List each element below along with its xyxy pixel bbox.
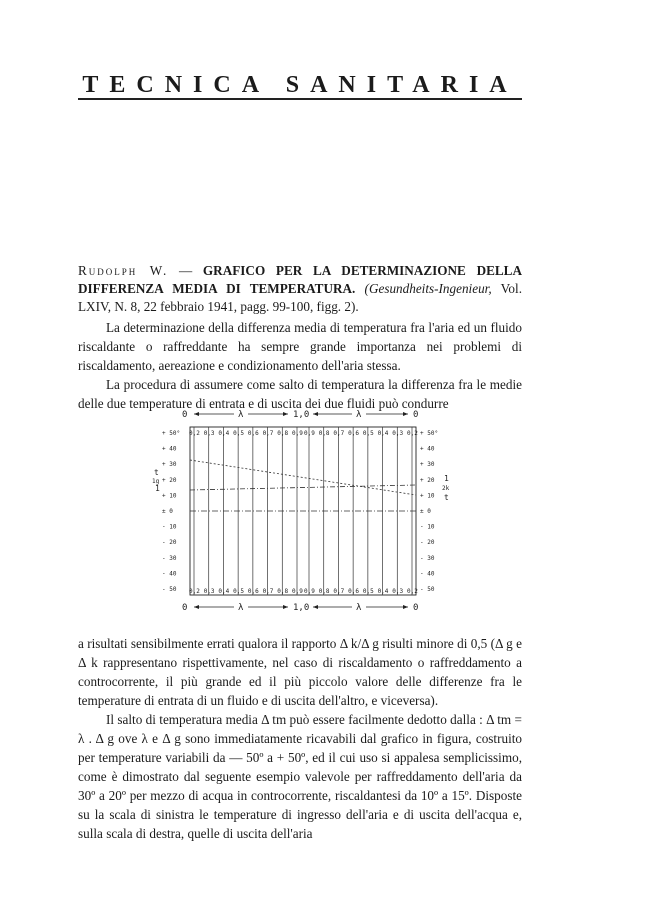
right-scale-label: + 40: [420, 445, 435, 453]
lambda-tick-label: 0,8: [318, 430, 330, 437]
bottom-lambda: λ: [238, 603, 244, 613]
lambda-tick-label: 0,4: [218, 588, 230, 595]
left-scale-label: - 50: [162, 586, 177, 593]
top-center-one: 1,0: [293, 410, 310, 420]
lambda-tick-label: 0,3: [203, 430, 215, 437]
bottom-center-one: 1,0: [293, 603, 310, 613]
left-scale-label: + 40: [162, 445, 177, 453]
example-line-dotted: [190, 460, 416, 495]
lambda-tick-label: 0,9: [304, 430, 315, 437]
nomogram-figure: [150, 405, 450, 615]
left-scale-label: - 20: [162, 539, 177, 547]
left-t-label: t: [154, 468, 159, 477]
right-scale-label: + 10: [420, 492, 435, 500]
left-one: 1: [155, 484, 160, 493]
lambda-tick-label: 0,2: [407, 430, 418, 437]
lambda-tick-label: 0,5: [233, 588, 244, 595]
lambda-tick-label: 0,7: [333, 430, 345, 437]
lambda-tick-label: 0,5: [362, 588, 374, 595]
bottom-right-lambda: λ: [356, 603, 362, 613]
title-divider: [78, 98, 522, 100]
top-lambda: λ: [238, 410, 244, 420]
page-title: TECNICA SANITARIA: [82, 72, 518, 98]
top-right-lambda: λ: [356, 410, 362, 420]
right-temperature-scale: [420, 430, 438, 593]
lambda-tick-label: 0,9: [292, 588, 303, 595]
lambda-tick-label: 0,2: [407, 588, 418, 595]
lambda-tick-label: 0,6: [247, 588, 259, 595]
left-scale-label: + 50°: [162, 430, 181, 437]
right-scale-label: + 30: [420, 461, 435, 469]
left-scale-label: - 10: [162, 523, 177, 531]
lambda-tick-label: 0,4: [218, 430, 230, 437]
top-right-zero: 0: [413, 410, 419, 420]
article-headline: GRAFICO PER LA DETERMINAZIONE DELLA DIFFERENZA MEDIA DI TEMPERATURA.: [78, 263, 523, 296]
example-line-dashed: [190, 485, 416, 490]
lambda-tick-label: 0,7: [262, 430, 274, 437]
intro-text: [78, 318, 522, 413]
right-scale-label: - 40: [420, 570, 435, 578]
right-scale-label: - 20: [420, 539, 435, 547]
journal-name: (Gesundheits-Ingenieur,: [364, 281, 492, 296]
lambda-tick-label: 0,8: [277, 430, 289, 437]
left-scale-label: + 20: [162, 476, 177, 484]
right-one: 1: [444, 474, 449, 483]
lambda-tick-label: 0,6: [247, 430, 259, 437]
bottom-right-zero: 0: [413, 603, 419, 613]
right-t-sub: 2k: [442, 485, 450, 492]
right-scale-label: ± 0: [420, 508, 431, 515]
author-dash: —: [168, 263, 203, 278]
lambda-tick-label: 0,2: [189, 430, 200, 437]
top-left-zero: 0: [182, 410, 188, 420]
lambda-tick-label: 0,4: [377, 430, 389, 437]
continued-text: [78, 634, 522, 843]
right-scale-label: - 10: [420, 523, 435, 531]
lambda-tick-label: 0,5: [362, 430, 374, 437]
lambda-tick-label: 0,6: [348, 430, 359, 437]
lambda-tick-label: 0,5: [233, 430, 244, 437]
lambda-tick-label: 0,4: [377, 588, 389, 595]
lambda-tick-label: 0,6: [348, 588, 359, 595]
paragraph-1: La determinazione della differenza media di temperatura fra l'aria ed un fluido riscaldante o raffreddante ha sempre grande importanza nei problemi di riscaldamento, aereazione e condizionamento dell'aria stessa.: [78, 320, 522, 373]
lambda-tick-label: 0,2: [189, 588, 200, 595]
lambda-tick-label: 0,3: [392, 430, 404, 437]
lambda-tick-label: 0,8: [277, 588, 289, 595]
lambda-tick-label: 0,8: [318, 588, 330, 595]
right-scale-label: - 30: [420, 554, 435, 562]
right-scale-label: + 50°: [420, 430, 439, 437]
left-t-sub: 1g: [152, 478, 160, 485]
right-scale-label: + 20: [420, 476, 435, 484]
paragraph-2: La procedura di assumere come salto di temperatura la differenza fra le medie delle due temperature di entrata e di uscita dei due fluidi può condurre: [78, 377, 522, 411]
bottom-left-zero: 0: [182, 603, 188, 613]
lambda-tick-label: 0,9: [304, 588, 315, 595]
lambda-tick-label: 0,3: [392, 588, 404, 595]
left-temperature-scale: [162, 430, 180, 593]
left-scale-label: - 30: [162, 554, 177, 562]
bibliographic-reference: [78, 262, 522, 316]
right-scale-label: - 50: [420, 586, 435, 593]
lambda-tick-label: 0,3: [203, 588, 215, 595]
lambda-tick-label: 0,9: [292, 430, 303, 437]
left-scale-label: ± 0: [162, 508, 173, 515]
citation-details: Vol. LXIV, N. 8, 22 febbraio 1941, pagg. 99-100, figg. 2).: [78, 281, 522, 314]
left-scale-label: + 10: [162, 492, 177, 500]
left-scale-label: + 30: [162, 461, 177, 469]
left-scale-label: - 40: [162, 570, 177, 578]
author-name: Rudolph W.: [78, 263, 169, 278]
right-t-label: t: [444, 493, 449, 502]
lambda-tick-label: 0,7: [262, 588, 274, 595]
lambda-tick-label: 0,7: [333, 588, 345, 595]
paragraph-3: a risultati sensibilmente errati qualora il rapporto Δ k/Δ g risulti minore di 0,5 (Δ g e Δ k rappresentano rispettivamente, nel caso di riscaldamento o raffreddamento a controcorrente, il più grande ed il più piccolo valore delle differenze fra le temperature di entrata di un fluido e di uscita dell'altro, e viceversa).: [78, 636, 522, 708]
paragraph-4: Il salto di temperatura media Δ tm può essere facilmente dedotto dalla : Δ tm = λ . Δ g ove λ e Δ g sono immediatamente ricavabili dal grafico in figura, costruito per temperature variabili da — 50º a + 50º, ed il cui uso si appalesa semplicissimo, come è dimostrato dal seguente esempio valevole per raffreddamento dell'aria da 30º a 20º per mezzo di acqua in controcorrente, riscaldantesi da 10º a 15º. Disposte su la scala di sinistra le temperature di ingresso dell'aria e di uscita dell'acqua e, sulla scala di destra, quelle di uscita dell'aria: [78, 712, 522, 841]
